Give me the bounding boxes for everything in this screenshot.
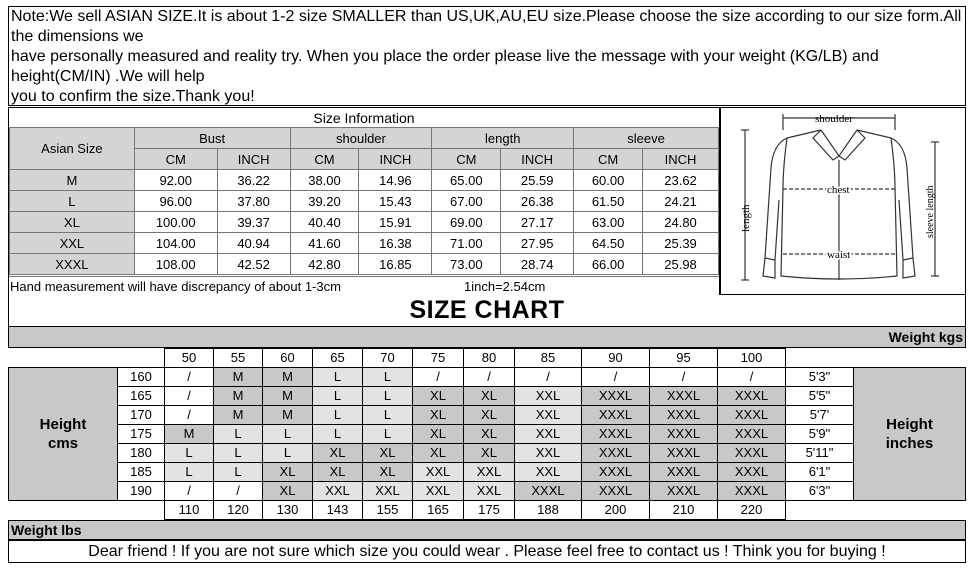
measurement-cell: 100.00: [134, 212, 217, 233]
size-cell: L: [263, 444, 313, 463]
measurement-cell: 73.00: [432, 254, 501, 275]
blank-cell: [854, 349, 966, 368]
asian-size-cell: XL: [10, 212, 135, 233]
weight-kg-cell: 55: [214, 349, 263, 368]
size-cell: L: [313, 425, 363, 444]
size-cell: XXXL: [718, 444, 786, 463]
measurement-cell: 27.95: [501, 233, 574, 254]
size-chart-row: [9, 406, 966, 425]
unit-header: INCH: [217, 149, 290, 170]
size-cell: /: [413, 368, 464, 387]
blank-cell: [786, 349, 854, 368]
size-chart-title: SIZE CHART: [8, 295, 966, 326]
size-cell: /: [464, 368, 515, 387]
measurement-cell: 108.00: [134, 254, 217, 275]
size-cell: XL: [313, 444, 363, 463]
weight-lbs-row: [9, 501, 966, 520]
size-cell: XXL: [515, 387, 582, 406]
height-cm-cell: 170: [118, 406, 165, 425]
size-cell: /: [515, 368, 582, 387]
height-cm-cell: 175: [118, 425, 165, 444]
height-cms-unit: cms: [47, 435, 79, 452]
unit-header: INCH: [643, 149, 719, 170]
measurement-cell: 40.40: [290, 212, 359, 233]
size-cell: L: [165, 463, 214, 482]
size-cell: XL: [464, 406, 515, 425]
unit-header: CM: [432, 149, 501, 170]
height-inches-unit: inches: [885, 435, 934, 452]
height-inch-cell: 5'3": [786, 368, 854, 387]
size-cell: XXXL: [718, 406, 786, 425]
weight-kg-cell: 65: [313, 349, 363, 368]
size-cell: L: [363, 368, 413, 387]
blank-cell: [9, 501, 165, 520]
size-cell: XXXL: [582, 425, 650, 444]
size-cell: XXL: [464, 482, 515, 501]
note-line: the dimensions we: [11, 28, 144, 45]
size-cell: XXL: [464, 463, 515, 482]
size-info-row: [10, 254, 719, 275]
size-cell: /: [650, 368, 718, 387]
size-info-row: [10, 212, 719, 233]
bust-header: Bust: [134, 128, 290, 149]
weight-lbs-label: Weight lbs: [8, 520, 966, 540]
size-info-row: [10, 191, 719, 212]
measurement-cell: 65.00: [432, 170, 501, 191]
weight-lb-cell: 210: [650, 501, 718, 520]
size-cell: XXXL: [582, 444, 650, 463]
size-cell: M: [165, 425, 214, 444]
size-cell: XL: [413, 387, 464, 406]
measurement-cell: 28.74: [501, 254, 574, 275]
height-inch-cell: 6'1": [786, 463, 854, 482]
asian-size-cell: L: [10, 191, 135, 212]
size-cell: XXXL: [650, 387, 718, 406]
size-cell: XXXL: [515, 482, 582, 501]
weight-kg-cell: 95: [650, 349, 718, 368]
shirt-icon: [721, 108, 965, 294]
size-cell: XXXL: [650, 425, 718, 444]
size-cell: XXXL: [582, 406, 650, 425]
weight-kgs-label: Weight kgs: [8, 326, 966, 348]
weight-lb-cell: 155: [363, 501, 413, 520]
size-cell: XXXL: [718, 425, 786, 444]
note-line: Note:We sell ASIAN SIZE.It is about 1-2 size SMALLER than US,UK,AU,EU size.Please choose the size according to our size form.All: [11, 8, 962, 25]
size-cell: M: [214, 406, 263, 425]
size-chart-row: [9, 482, 966, 501]
contact-message: Dear friend ! If you are not sure which size you could wear . Please feel free to contact us ! Think you for buying !: [8, 540, 966, 563]
asian-size-cell: M: [10, 170, 135, 191]
size-information-grid: [9, 108, 719, 275]
measurement-discrepancy-note: Hand measurement will have discrepancy of about 1-3cm: [10, 279, 341, 294]
shoulder-header: shoulder: [290, 128, 432, 149]
measurement-cell: 23.62: [643, 170, 719, 191]
size-cell: L: [214, 425, 263, 444]
size-cell: M: [263, 368, 313, 387]
size-cell: L: [214, 463, 263, 482]
size-cell: XL: [413, 444, 464, 463]
size-cell: XXXL: [718, 387, 786, 406]
size-cell: XXL: [515, 425, 582, 444]
measurement-cell: 25.98: [643, 254, 719, 275]
size-cell: XXXL: [718, 482, 786, 501]
weight-kg-cell: 60: [263, 349, 313, 368]
shirt-measurement-diagram: [720, 107, 966, 295]
measurement-cell: 15.91: [359, 212, 432, 233]
asian-size-cell: XXL: [10, 233, 135, 254]
unit-header: CM: [134, 149, 217, 170]
shoulder-label: shoulder: [815, 113, 853, 125]
height-cm-cell: 165: [118, 387, 165, 406]
sleeve-length-label: sleeve length: [925, 185, 936, 238]
weight-lb-cell: 143: [313, 501, 363, 520]
size-cell: XXXL: [650, 463, 718, 482]
weight-lb-cell: 110: [165, 501, 214, 520]
size-cell: XXL: [413, 482, 464, 501]
height-inch-cell: 6'3": [786, 482, 854, 501]
length-header: length: [432, 128, 574, 149]
size-info-row: [10, 233, 719, 254]
size-cell: XXL: [313, 482, 363, 501]
size-cell: XL: [464, 425, 515, 444]
size-cell: L: [313, 387, 363, 406]
sleeve-header: sleeve: [574, 128, 719, 149]
size-cell: XXXL: [650, 406, 718, 425]
size-cell: /: [214, 482, 263, 501]
height-inch-cell: 5'7': [786, 406, 854, 425]
size-cell: L: [363, 406, 413, 425]
note-line: height(CM/IN) .We will help: [11, 68, 205, 85]
size-cell: XL: [263, 463, 313, 482]
unit-header: INCH: [359, 149, 432, 170]
weight-kg-cell: 90: [582, 349, 650, 368]
corner-blank: [9, 349, 165, 368]
weight-lb-cell: 220: [718, 501, 786, 520]
weight-lb-cell: 130: [263, 501, 313, 520]
weight-lb-cell: 165: [413, 501, 464, 520]
weight-lb-cell: 188: [515, 501, 582, 520]
size-note: [8, 6, 966, 106]
size-cell: XXL: [515, 444, 582, 463]
height-cm-cell: 160: [118, 368, 165, 387]
size-cell: M: [214, 387, 263, 406]
measurement-cell: 24.21: [643, 191, 719, 212]
size-cell: /: [165, 368, 214, 387]
size-cell: XXXL: [718, 463, 786, 482]
height-inch-cell: 5'11": [786, 444, 854, 463]
measurement-cell: 25.39: [643, 233, 719, 254]
measurement-cell: 37.80: [217, 191, 290, 212]
measurement-cell: 40.94: [217, 233, 290, 254]
size-cell: XL: [363, 463, 413, 482]
size-cell: L: [263, 425, 313, 444]
weight-lb-cell: 120: [214, 501, 263, 520]
chest-label: chest: [827, 184, 850, 196]
unit-header: CM: [290, 149, 359, 170]
measurement-cell: 38.00: [290, 170, 359, 191]
size-cell: XL: [263, 482, 313, 501]
size-cell: XXXL: [582, 387, 650, 406]
size-cell: XXL: [515, 406, 582, 425]
weight-lb-cell: 175: [464, 501, 515, 520]
size-info-row: [10, 170, 719, 191]
size-cell: /: [165, 482, 214, 501]
measurement-cell: 69.00: [432, 212, 501, 233]
size-chart-row: [9, 425, 966, 444]
size-chart-row: [9, 463, 966, 482]
size-cell: XL: [363, 444, 413, 463]
weight-lb-cell: 200: [582, 501, 650, 520]
measurement-cell: 24.80: [643, 212, 719, 233]
size-cell: L: [313, 406, 363, 425]
note-line: you to confirm the size.Thank you!: [11, 88, 255, 105]
size-information-title: Size Information: [10, 108, 719, 128]
measurement-cell: 96.00: [134, 191, 217, 212]
height-inch-cell: 5'9": [786, 425, 854, 444]
measurement-cell: 42.52: [217, 254, 290, 275]
size-cell: XL: [413, 406, 464, 425]
measurement-cell: 66.00: [574, 254, 643, 275]
weight-kg-cell: 75: [413, 349, 464, 368]
size-cell: XXL: [515, 463, 582, 482]
height-inches-word: Height: [886, 416, 933, 433]
size-cell: XXXL: [650, 444, 718, 463]
height-cms-label: [9, 368, 118, 501]
measurement-cell: 42.80: [290, 254, 359, 275]
size-cell: XXL: [413, 463, 464, 482]
measurement-cell: 41.60: [290, 233, 359, 254]
size-cell: XL: [413, 425, 464, 444]
size-cell: /: [718, 368, 786, 387]
size-chart-row: [9, 368, 966, 387]
size-cell: L: [363, 425, 413, 444]
size-chart-row: [9, 387, 966, 406]
measurement-cell: 36.22: [217, 170, 290, 191]
size-cell: XL: [464, 444, 515, 463]
weight-kg-cell: 50: [165, 349, 214, 368]
measurement-cell: 26.38: [501, 191, 574, 212]
measurement-cell: 67.00: [432, 191, 501, 212]
weight-kg-cell: 100: [718, 349, 786, 368]
size-cell: /: [165, 406, 214, 425]
size-cell: /: [165, 387, 214, 406]
size-chart-table: [8, 348, 966, 520]
size-cell: M: [263, 406, 313, 425]
weight-kg-cell: 70: [363, 349, 413, 368]
inch-conversion-note: 1inch=2.54cm: [464, 279, 546, 294]
blank-cell: [854, 501, 966, 520]
unit-header: INCH: [501, 149, 574, 170]
measurement-cell: 15.43: [359, 191, 432, 212]
weight-kg-cell: 85: [515, 349, 582, 368]
size-cell: XL: [464, 387, 515, 406]
size-info-footer: [9, 276, 719, 295]
measurement-cell: 71.00: [432, 233, 501, 254]
height-inches-label: [854, 368, 966, 501]
measurement-cell: 64.50: [574, 233, 643, 254]
length-label: length: [740, 204, 752, 232]
height-cms-word: Height: [39, 416, 87, 433]
size-cell: M: [214, 368, 263, 387]
height-cm-cell: 185: [118, 463, 165, 482]
size-cell: XXL: [363, 482, 413, 501]
measurement-cell: 14.96: [359, 170, 432, 191]
measurement-cell: 39.20: [290, 191, 359, 212]
measurement-cell: 104.00: [134, 233, 217, 254]
size-cell: M: [263, 387, 313, 406]
measurement-cell: 61.50: [574, 191, 643, 212]
height-cm-cell: 190: [118, 482, 165, 501]
unit-header: CM: [574, 149, 643, 170]
height-cm-cell: 180: [118, 444, 165, 463]
asian-size-header: Asian Size: [10, 128, 135, 170]
size-cell: XXXL: [650, 482, 718, 501]
measurement-cell: 16.85: [359, 254, 432, 275]
measurement-cell: 16.38: [359, 233, 432, 254]
measurement-cell: 92.00: [134, 170, 217, 191]
size-chart-row: [9, 444, 966, 463]
measurement-cell: 60.00: [574, 170, 643, 191]
height-inch-cell: 5'5": [786, 387, 854, 406]
size-information-table: [8, 107, 720, 295]
note-line: have personally measured and reality try. When you place the order please live the message with your weight (KG/LB) and: [11, 48, 879, 65]
blank-cell: [786, 501, 854, 520]
waist-label: waist: [827, 249, 851, 261]
size-cell: XL: [313, 463, 363, 482]
asian-size-cell: XXXL: [10, 254, 135, 275]
measurement-cell: 39.37: [217, 212, 290, 233]
measurement-cell: 63.00: [574, 212, 643, 233]
size-cell: XXXL: [582, 463, 650, 482]
size-chart-grid: [8, 348, 966, 520]
weight-kg-cell: 80: [464, 349, 515, 368]
size-cell: L: [214, 444, 263, 463]
measurement-cell: 25.59: [501, 170, 574, 191]
size-cell: XXXL: [582, 482, 650, 501]
size-cell: L: [363, 387, 413, 406]
size-cell: /: [582, 368, 650, 387]
size-cell: L: [165, 444, 214, 463]
measurement-cell: 27.17: [501, 212, 574, 233]
size-cell: L: [313, 368, 363, 387]
